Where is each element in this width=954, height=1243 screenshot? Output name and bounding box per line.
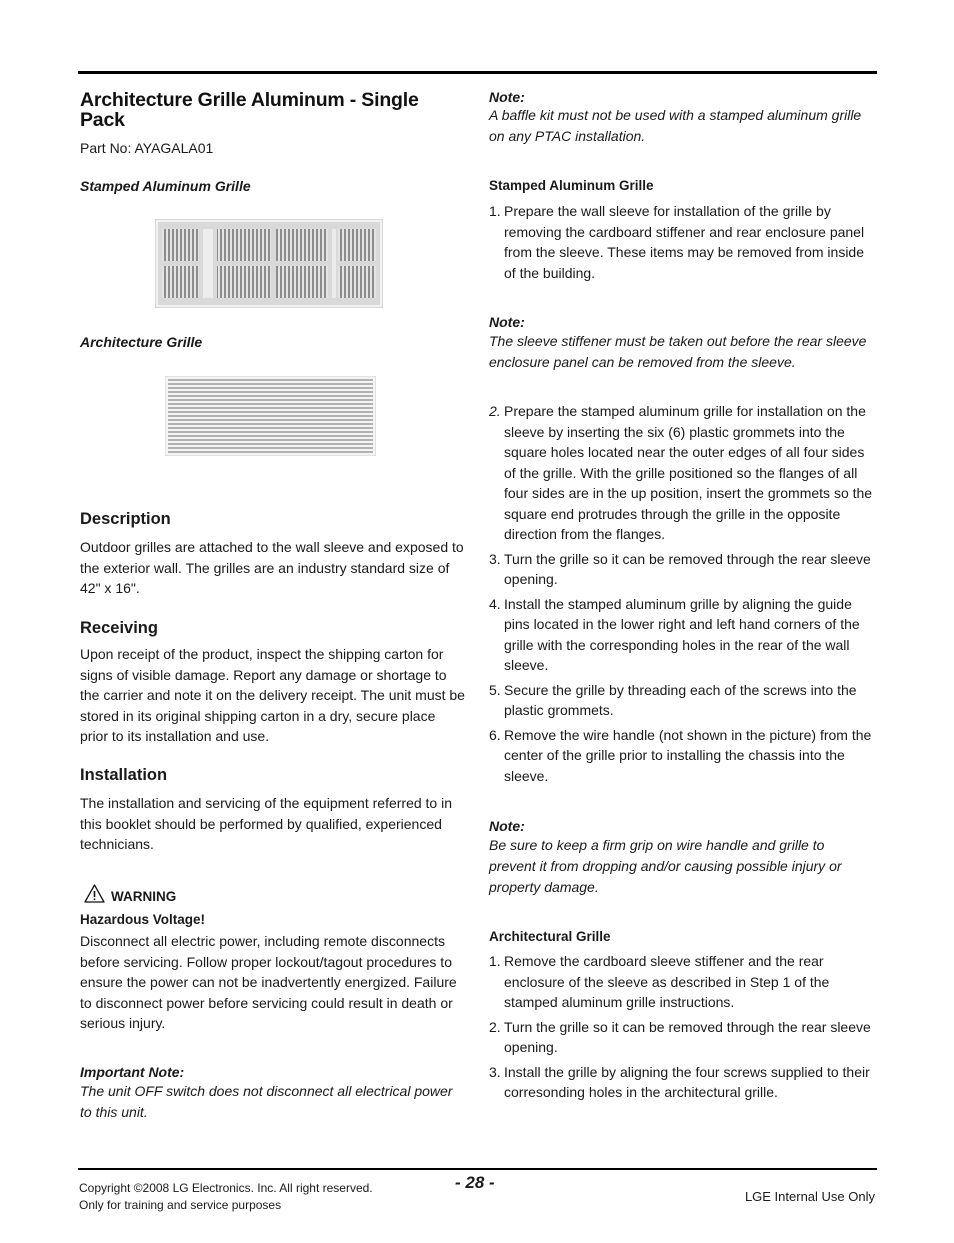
footer-internal-use: LGE Internal Use Only [744,1189,875,1204]
architectural-steps-list [489,951,877,1103]
caption-stamped-grille: Stamped Aluminum Grille [80,178,251,194]
warning-triangle-icon [84,884,105,910]
step-text: Turn the grille so it can be removed through the rear sleeve opening. [504,1018,871,1055]
list-item [489,725,877,787]
list-item [489,401,877,545]
step-text: Remove the cardboard sleeve stiffener and the rear enclosure of the sleeve as described in Step 1 of the stamped aluminum grille instructions. [504,953,830,1010]
part-number: Part No: AYAGALA01 [80,140,214,156]
receiving-text: Upon receipt of the product, inspect the shipping carton for signs of visible damage. Report any damage or shortage to the carrier and note it on the delivery receipt. The unit must be stored in its original shipping carton in a dry, secure place prior to its installation and use. [80,646,465,744]
step-text: Install the stamped aluminum grille by aligning the guide pins located in the lower right and left hand corners of the grille with the corresponding holes in the rear of the wall sleeve. [504,595,860,673]
step-text: Remove the wire handle (not shown in the picture) from the center of the grille prior to installing the chassis into the sleeve. [504,726,872,784]
note1-text: A baffle kit must not be used with a stamped aluminum grille on any PTAC installation. [489,107,862,144]
hazard-heading: Hazardous Voltage! [80,912,206,927]
note3-text: Be sure to keep a firm grip on wire handle and grille to prevent it from dropping and/or causing possible injury or property damage. [489,837,842,895]
important-note-text: The unit OFF switch does not disconnect all electrical power to this unit. [80,1083,453,1120]
footer-rule [78,1168,877,1170]
warning-label-row [84,884,176,910]
architecture-grille-image [165,376,376,462]
step-number: 6. [489,726,501,743]
step-number: 3. [489,550,501,567]
step-text: Prepare the stamped aluminum grille for installation on the sleeve by inserting the six (6) plastic grommets into the square holes located near the outer edges of all four sides of the grille. With the grille positioned so the flanges of all four sides are in the up position, insert the grommets so the square end protrudes through the grille in the opposite direction from the flanges. [504,403,873,542]
step-text: Install the grille by aligning the four screws supplied to their corresonding holes in the architectural grille. [504,1063,870,1100]
description-heading: Description [80,510,171,528]
important-note-label: Important Note: [80,1064,185,1080]
step-number: 2. [489,1018,501,1035]
warning-label: WARNING [111,888,177,904]
list-item [489,951,877,1013]
note2-text: The sleeve stiffener must be taken out before the rear sleeve enclosure panel can be removed from the sleeve. [489,333,867,370]
step-number: 4. [489,595,501,612]
step-text: Prepare the wall sleeve for installation of the grille by removing the cardboard stiffener and rear enclosure panel from the sleeve. These items may be removed from inside of the building. [504,203,865,281]
receiving-heading: Receiving [80,619,158,637]
footer-training: Only for training and service purposes [79,1198,282,1212]
page-number: - 28 - [455,1173,495,1192]
note1-label: Note: [489,89,525,105]
step-text: Turn the grille so it can be removed through the rear sleeve opening. [504,550,871,587]
stamped-step1-list [489,201,877,283]
stamped-heading: Stamped Aluminum Grille [489,178,654,193]
caption-architecture-grille: Architecture Grille [80,334,203,350]
step-number: 3. [489,1063,501,1080]
note3-label: Note: [489,818,525,834]
page-title: Architecture Grille Aluminum - Single Pack [80,89,419,131]
step-number: 1. [489,203,501,219]
list-item [489,549,877,590]
architectural-heading: Architectural Grille [489,929,611,944]
description-text: Outdoor grilles are attached to the wall sleeve and exposed to the exterior wall. The grilles are an industry standard size of 42" x 16". [80,539,464,596]
list-item [489,680,877,721]
footer-copyright: Copyright ©2008 LG Electronics. Inc. All right reserved. [79,1181,373,1195]
list-item [489,1062,877,1103]
list-item [489,1017,877,1058]
step-text: Secure the grille by threading each of the screws into the plastic grommets. [504,681,857,718]
installation-text: The installation and servicing of the equipment referred to in this booklet should be performed by qualified, experienced technicians. [80,795,452,852]
list-item [489,201,877,283]
warning-text: Disconnect all electric power, including remote disconnects before servicing. Follow proper lockout/tagout procedures to ensure the power can not be inadvertently energized. Failure to disconnect power before servicing could result in death or serious injury. [80,933,457,1031]
installation-heading: Installation [80,766,168,784]
top-rule [78,71,877,74]
list-item [489,594,877,676]
step-number: 2. [489,403,501,419]
stamped-grille-image [155,219,383,314]
stamped-steps-list [489,401,877,786]
note2-label: Note: [489,314,525,330]
step-number: 1. [489,953,501,969]
step-number: 5. [489,681,501,698]
